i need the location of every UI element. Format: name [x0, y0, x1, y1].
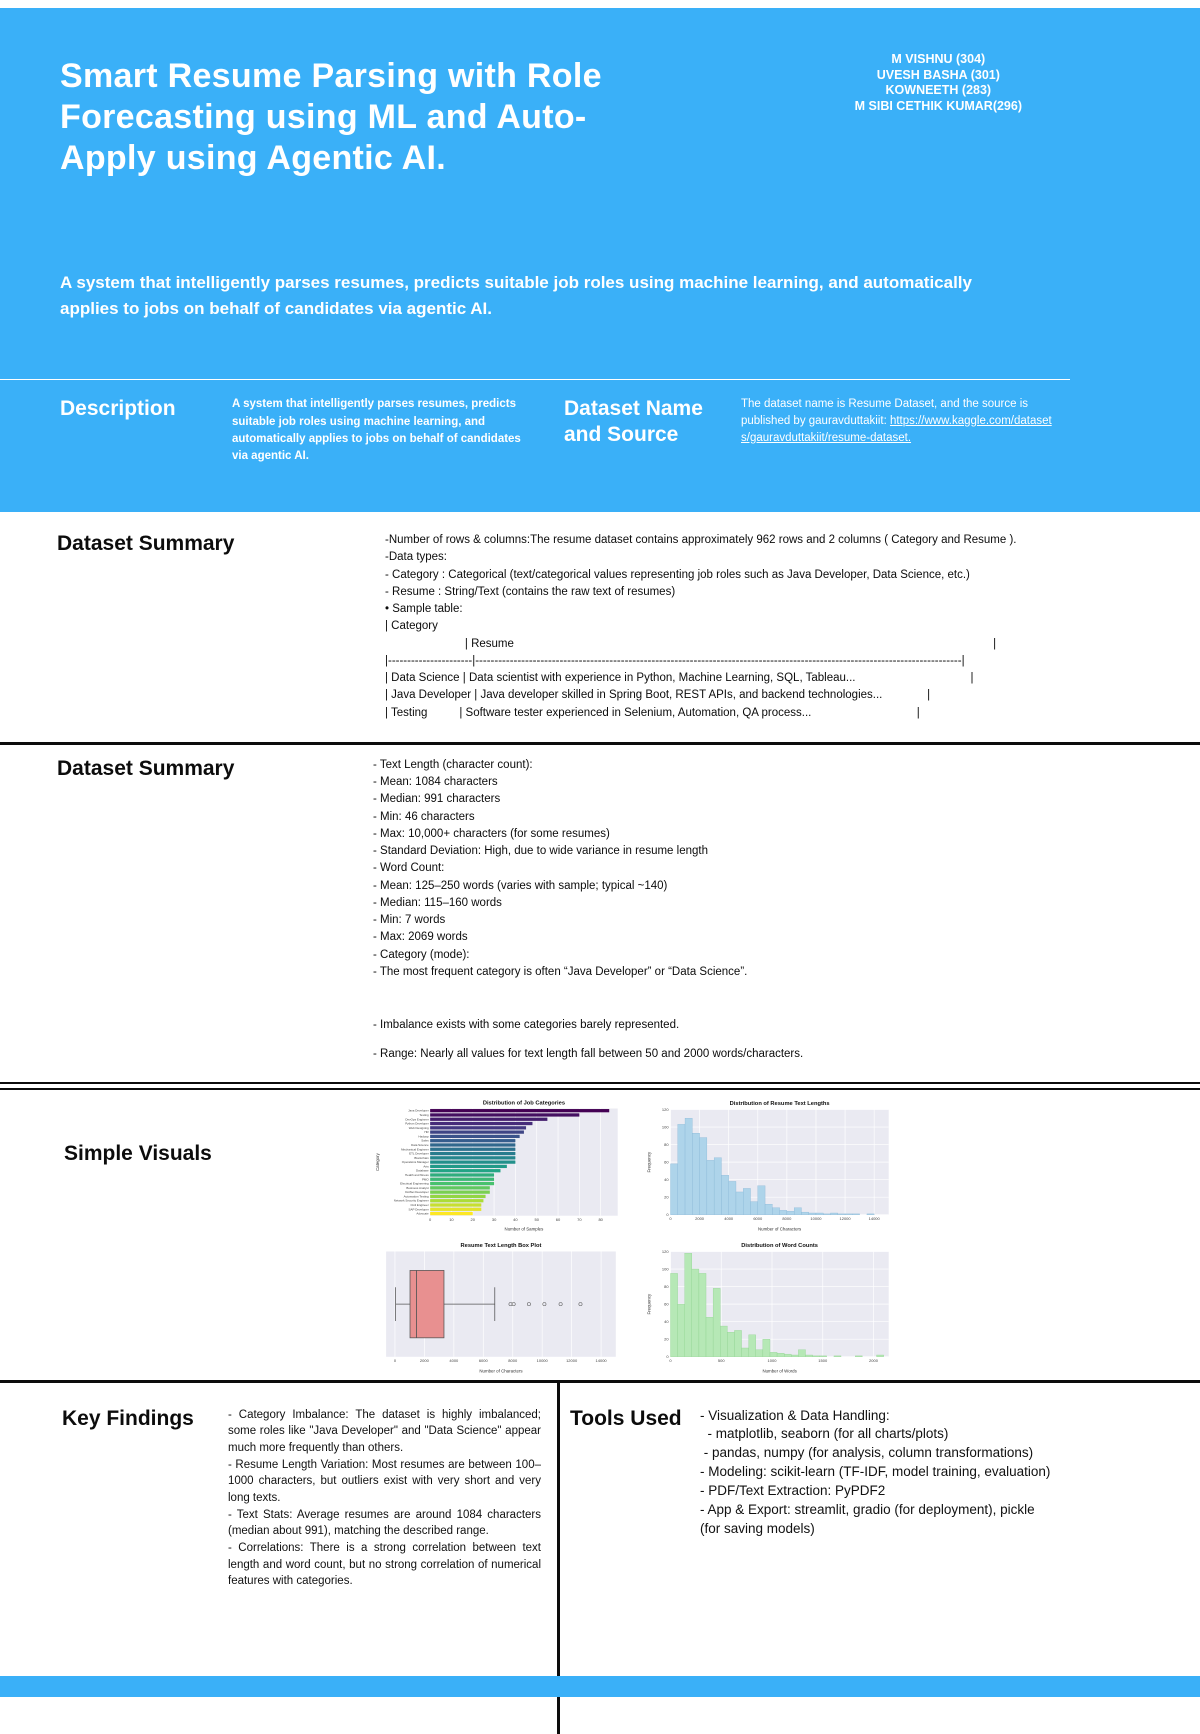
- range-note: - Range: Nearly all values for text length fall between 50 and 2000 words/characters.: [373, 1048, 804, 1061]
- chart-text-lengths-histogram: [643, 1098, 899, 1232]
- svg-text:0: 0: [393, 1357, 397, 1363]
- dataset-source-link[interactable]: https://www.kaggle.com/datasets/gauravduttakiit/resume-dataset.: [741, 415, 1052, 444]
- svg-text:Automation Testing: Automation Testing: [403, 1193, 429, 1198]
- header-section: [0, 8, 1200, 512]
- svg-text:60: 60: [664, 1158, 669, 1164]
- svg-text:40: 40: [664, 1176, 669, 1182]
- svg-text:SAP Developer: SAP Developer: [408, 1206, 429, 1211]
- svg-text:70: 70: [577, 1216, 582, 1222]
- dataset-source-text: [741, 396, 1056, 465]
- svg-text:10000: 10000: [536, 1357, 548, 1363]
- dataset-summary-2-heading: Dataset Summary: [57, 756, 235, 780]
- dataset-summary-2-text: [373, 757, 1154, 1064]
- tools-used-heading: Tools Used: [570, 1406, 682, 1430]
- svg-text:8000: 8000: [782, 1215, 792, 1221]
- svg-text:ETL Developer: ETL Developer: [409, 1151, 429, 1156]
- svg-text:Distribution of Job Categories: Distribution of Job Categories: [482, 1100, 566, 1107]
- svg-text:Python Developer: Python Developer: [405, 1121, 429, 1126]
- stat-line: - Mean: 125–250 words (varies with sample; typical ~140): [373, 879, 668, 892]
- svg-text:50: 50: [534, 1216, 539, 1222]
- stat-line: - Min: 7 words: [373, 914, 446, 926]
- author-name: M VISHNU (304): [891, 52, 986, 66]
- header-divider: [0, 379, 1070, 380]
- authors-list: [855, 52, 1022, 115]
- dataset-source-heading: Dataset Name and Source: [564, 397, 703, 446]
- stat-line: - Max: 10,000+ characters (for some resumes): [373, 827, 610, 840]
- svg-text:Advocate: Advocate: [416, 1211, 429, 1216]
- svg-text:2000: 2000: [869, 1357, 878, 1363]
- simple-visuals-section: [0, 1090, 1200, 1380]
- svg-text:12000: 12000: [839, 1215, 851, 1221]
- svg-text:Java Developer: Java Developer: [408, 1108, 429, 1113]
- summary-line: - Resume : String/Text (contains the raw text of resumes): [385, 585, 676, 598]
- summary-line: | Testing | Software tester experienced in Selenium, Automation, QA process... |: [385, 706, 920, 719]
- svg-text:14000: 14000: [868, 1215, 880, 1221]
- svg-text:80: 80: [664, 1283, 669, 1289]
- stat-line: - Median: 115–160 words: [373, 896, 502, 909]
- svg-text:0: 0: [666, 1211, 669, 1217]
- svg-text:30: 30: [491, 1216, 497, 1222]
- svg-text:Resume Text Length Box Plot: Resume Text Length Box Plot: [460, 1242, 542, 1249]
- stat-line: - Word Count:: [373, 862, 445, 875]
- svg-text:500: 500: [717, 1357, 725, 1363]
- dataset-summary-2-section: [0, 742, 1200, 1082]
- summary-line: | Resume |: [385, 637, 997, 650]
- svg-text:0: 0: [669, 1215, 672, 1221]
- svg-text:2000: 2000: [695, 1215, 705, 1221]
- svg-text:100: 100: [661, 1265, 669, 1271]
- svg-text:0: 0: [429, 1216, 432, 1222]
- tool-line: - PDF/Text Extraction: PyPDF2: [700, 1483, 886, 1499]
- svg-text:Business Analyst: Business Analyst: [406, 1185, 429, 1190]
- stat-line: - Min: 46 characters: [373, 810, 475, 823]
- tool-line: - pandas, numpy (for analysis, column transformations): [700, 1445, 1034, 1461]
- svg-text:0: 0: [666, 1353, 669, 1359]
- svg-text:20: 20: [664, 1336, 669, 1342]
- top-margin: [0, 0, 1200, 8]
- chart-svg: [643, 1240, 899, 1374]
- svg-text:Civil Engineer: Civil Engineer: [410, 1202, 429, 1207]
- svg-text:Number of Words: Number of Words: [762, 1368, 797, 1374]
- svg-text:Data Science: Data Science: [411, 1142, 429, 1147]
- svg-text:Database: Database: [416, 1168, 429, 1173]
- tool-line: - Visualization & Data Handling:: [700, 1407, 890, 1423]
- svg-text:Number of Characters: Number of Characters: [758, 1226, 802, 1232]
- svg-text:80: 80: [598, 1216, 603, 1222]
- stat-line: - Median: 991 characters: [373, 793, 501, 806]
- svg-text:Electrical Engineering: Electrical Engineering: [400, 1181, 429, 1186]
- stat-line: - Mean: 1084 characters: [373, 776, 498, 788]
- author-name: KOWNEETH (283): [885, 83, 992, 98]
- svg-text:1500: 1500: [818, 1357, 828, 1363]
- page-title: Smart Resume Parsing with Role Forecasting using ML and Auto-Apply using Agentic AI.: [60, 57, 602, 177]
- simple-visuals-heading: Simple Visuals: [64, 1141, 212, 1165]
- svg-text:6000: 6000: [478, 1357, 488, 1363]
- svg-text:120: 120: [661, 1106, 669, 1112]
- chart-svg: [643, 1098, 899, 1232]
- chart-svg: [372, 1098, 628, 1232]
- svg-text:100: 100: [661, 1123, 669, 1129]
- summary-line: | Data Science | Data scientist with experience in Python, Machine Learning, SQL, Tableau... |: [385, 672, 974, 684]
- stat-line: - Text Length (character count):: [373, 758, 533, 771]
- svg-text:120: 120: [661, 1248, 669, 1254]
- dataset-summary-1-text: [385, 532, 1154, 722]
- svg-text:Distribution of Resume Text Le: Distribution of Resume Text Lengths: [729, 1100, 830, 1107]
- svg-text:Blockchain: Blockchain: [414, 1155, 429, 1160]
- dataset-summary-2-stats: [373, 757, 1154, 981]
- svg-text:40: 40: [513, 1216, 518, 1222]
- author-name: M SIBI CETHIK KUMAR(296): [854, 98, 1022, 113]
- stat-line: - Category (mode):: [373, 948, 470, 961]
- tool-line: - Modeling: scikit-learn (TF-IDF, model training, evaluation): [700, 1464, 1051, 1480]
- svg-text:DotNet Developer: DotNet Developer: [405, 1189, 429, 1194]
- chart-job-categories: [372, 1098, 628, 1232]
- summary-line: | Java Developer | Java developer skilled in Spring Boot, REST APIs, and backend technologies... |: [385, 689, 931, 702]
- svg-text:20: 20: [664, 1194, 669, 1200]
- summary-line: -Number of rows & columns:The resume dataset contains approximately 962 rows and 2 columns ( Category and Resume ).: [385, 534, 1017, 546]
- stat-line: - Max: 2069 words: [373, 931, 468, 944]
- header-columns: [60, 396, 1140, 465]
- chart-word-counts-histogram: [643, 1240, 899, 1374]
- svg-text:2000: 2000: [419, 1357, 429, 1363]
- footer-bar: [0, 1676, 1200, 1697]
- tool-line: - App & Export: streamlit, gradio (for deployment), pickle (for saving models): [700, 1501, 1039, 1536]
- subtitle: A system that intelligently parses resumes, predicts suitable job roles using machine learning, and automatically applies to jobs on behalf of candidates via agentic AI.: [60, 273, 972, 318]
- chart-svg: [372, 1240, 628, 1374]
- finding-line: - Text Stats: Average resumes are around 1084 characters (median about 991), matching the described range.: [228, 1508, 545, 1538]
- dataset-summary-1-section: [0, 512, 1200, 742]
- summary-line: |----------------------|-------------------------------------------------------------------------------------------------------------------------------|: [385, 654, 965, 667]
- svg-text:Hadoop: Hadoop: [418, 1133, 429, 1138]
- author-name: UVESH BASHA (301): [876, 67, 1000, 82]
- svg-text:Mechanical Engineer: Mechanical Engineer: [401, 1146, 429, 1151]
- svg-text:Health and fitness: Health and fitness: [405, 1172, 429, 1177]
- svg-text:14000: 14000: [595, 1357, 607, 1363]
- svg-text:6000: 6000: [753, 1215, 763, 1221]
- svg-text:Network Security Engineer: Network Security Engineer: [393, 1198, 429, 1203]
- stat-line: - The most frequent category is often “Java Developer” or “Data Science”.: [373, 965, 748, 978]
- svg-text:Frequency: Frequency: [646, 1293, 652, 1315]
- svg-text:0: 0: [669, 1357, 672, 1363]
- svg-text:4000: 4000: [449, 1357, 459, 1363]
- svg-text:Number of Characters: Number of Characters: [479, 1368, 523, 1374]
- imbalance-note: - Imbalance exists with some categories barely represented.: [373, 1019, 680, 1031]
- dataset-source-intro: The dataset name is Resume Dataset, and the source is published by gauravduttakiit:: [741, 398, 1029, 428]
- svg-text:DevOps Engineer: DevOps Engineer: [405, 1116, 429, 1121]
- summary-line: - Category : Categorical (text/categorical values representing job roles such as Java Developer, Data Science, etc.): [385, 568, 970, 581]
- svg-text:Sales: Sales: [421, 1138, 429, 1143]
- tool-line: - matplotlib, seaborn (for all charts/plots): [700, 1426, 949, 1442]
- description-heading: Description: [60, 397, 176, 421]
- key-findings-heading: Key Findings: [62, 1406, 194, 1430]
- svg-text:Testing: Testing: [419, 1112, 429, 1117]
- svg-text:40: 40: [664, 1318, 669, 1324]
- svg-text:4000: 4000: [724, 1215, 734, 1221]
- svg-text:PMO: PMO: [421, 1176, 429, 1181]
- svg-text:80: 80: [664, 1141, 669, 1147]
- svg-text:1000: 1000: [767, 1357, 777, 1363]
- svg-text:20: 20: [470, 1216, 475, 1222]
- summary-line: • Sample table:: [385, 603, 463, 615]
- svg-text:60: 60: [555, 1216, 561, 1222]
- svg-text:Number of Samples: Number of Samples: [504, 1226, 544, 1232]
- charts-grid: [372, 1096, 902, 1374]
- svg-text:Frequency: Frequency: [646, 1151, 652, 1173]
- svg-text:10000: 10000: [810, 1215, 822, 1221]
- description-text: A system that intelligently parses resumes, predicts suitable job roles using machine learning, and automatically applies to jobs on behalf of candidates via agentic AI.: [232, 398, 521, 463]
- svg-text:Arts: Arts: [423, 1163, 429, 1168]
- summary-line: -Data types:: [385, 551, 447, 564]
- summary-line: | Category: [385, 620, 438, 633]
- stat-line: - Standard Deviation: High, due to wide variance in resume length: [373, 845, 708, 857]
- svg-text:HR: HR: [424, 1129, 429, 1134]
- finding-line: - Category Imbalance: The dataset is highly imbalanced; some roles like "Java Developer" and "Data Science" appear much more frequently than others.: [228, 1408, 545, 1454]
- svg-text:Web Designing: Web Designing: [408, 1125, 429, 1130]
- svg-text:Operations Manager: Operations Manager: [401, 1159, 429, 1164]
- svg-text:60: 60: [664, 1300, 669, 1306]
- finding-line: - Resume Length Variation: Most resumes are between 100–1000 characters, but outliers exist with very short and very long texts.: [228, 1458, 545, 1504]
- dataset-summary-1-heading: Dataset Summary: [57, 532, 235, 555]
- double-rule-top: [0, 1082, 1200, 1090]
- chart-text-length-boxplot: [372, 1240, 628, 1374]
- finding-line: - Correlations: There is a strong correlation between text length and word count, but no strong correlation of numerical features with categories.: [228, 1541, 545, 1588]
- svg-text:Distribution of Word Counts: Distribution of Word Counts: [741, 1242, 818, 1249]
- svg-text:Category: Category: [374, 1152, 380, 1171]
- svg-text:10: 10: [449, 1216, 454, 1222]
- svg-text:12000: 12000: [566, 1357, 578, 1363]
- svg-text:8000: 8000: [508, 1357, 518, 1363]
